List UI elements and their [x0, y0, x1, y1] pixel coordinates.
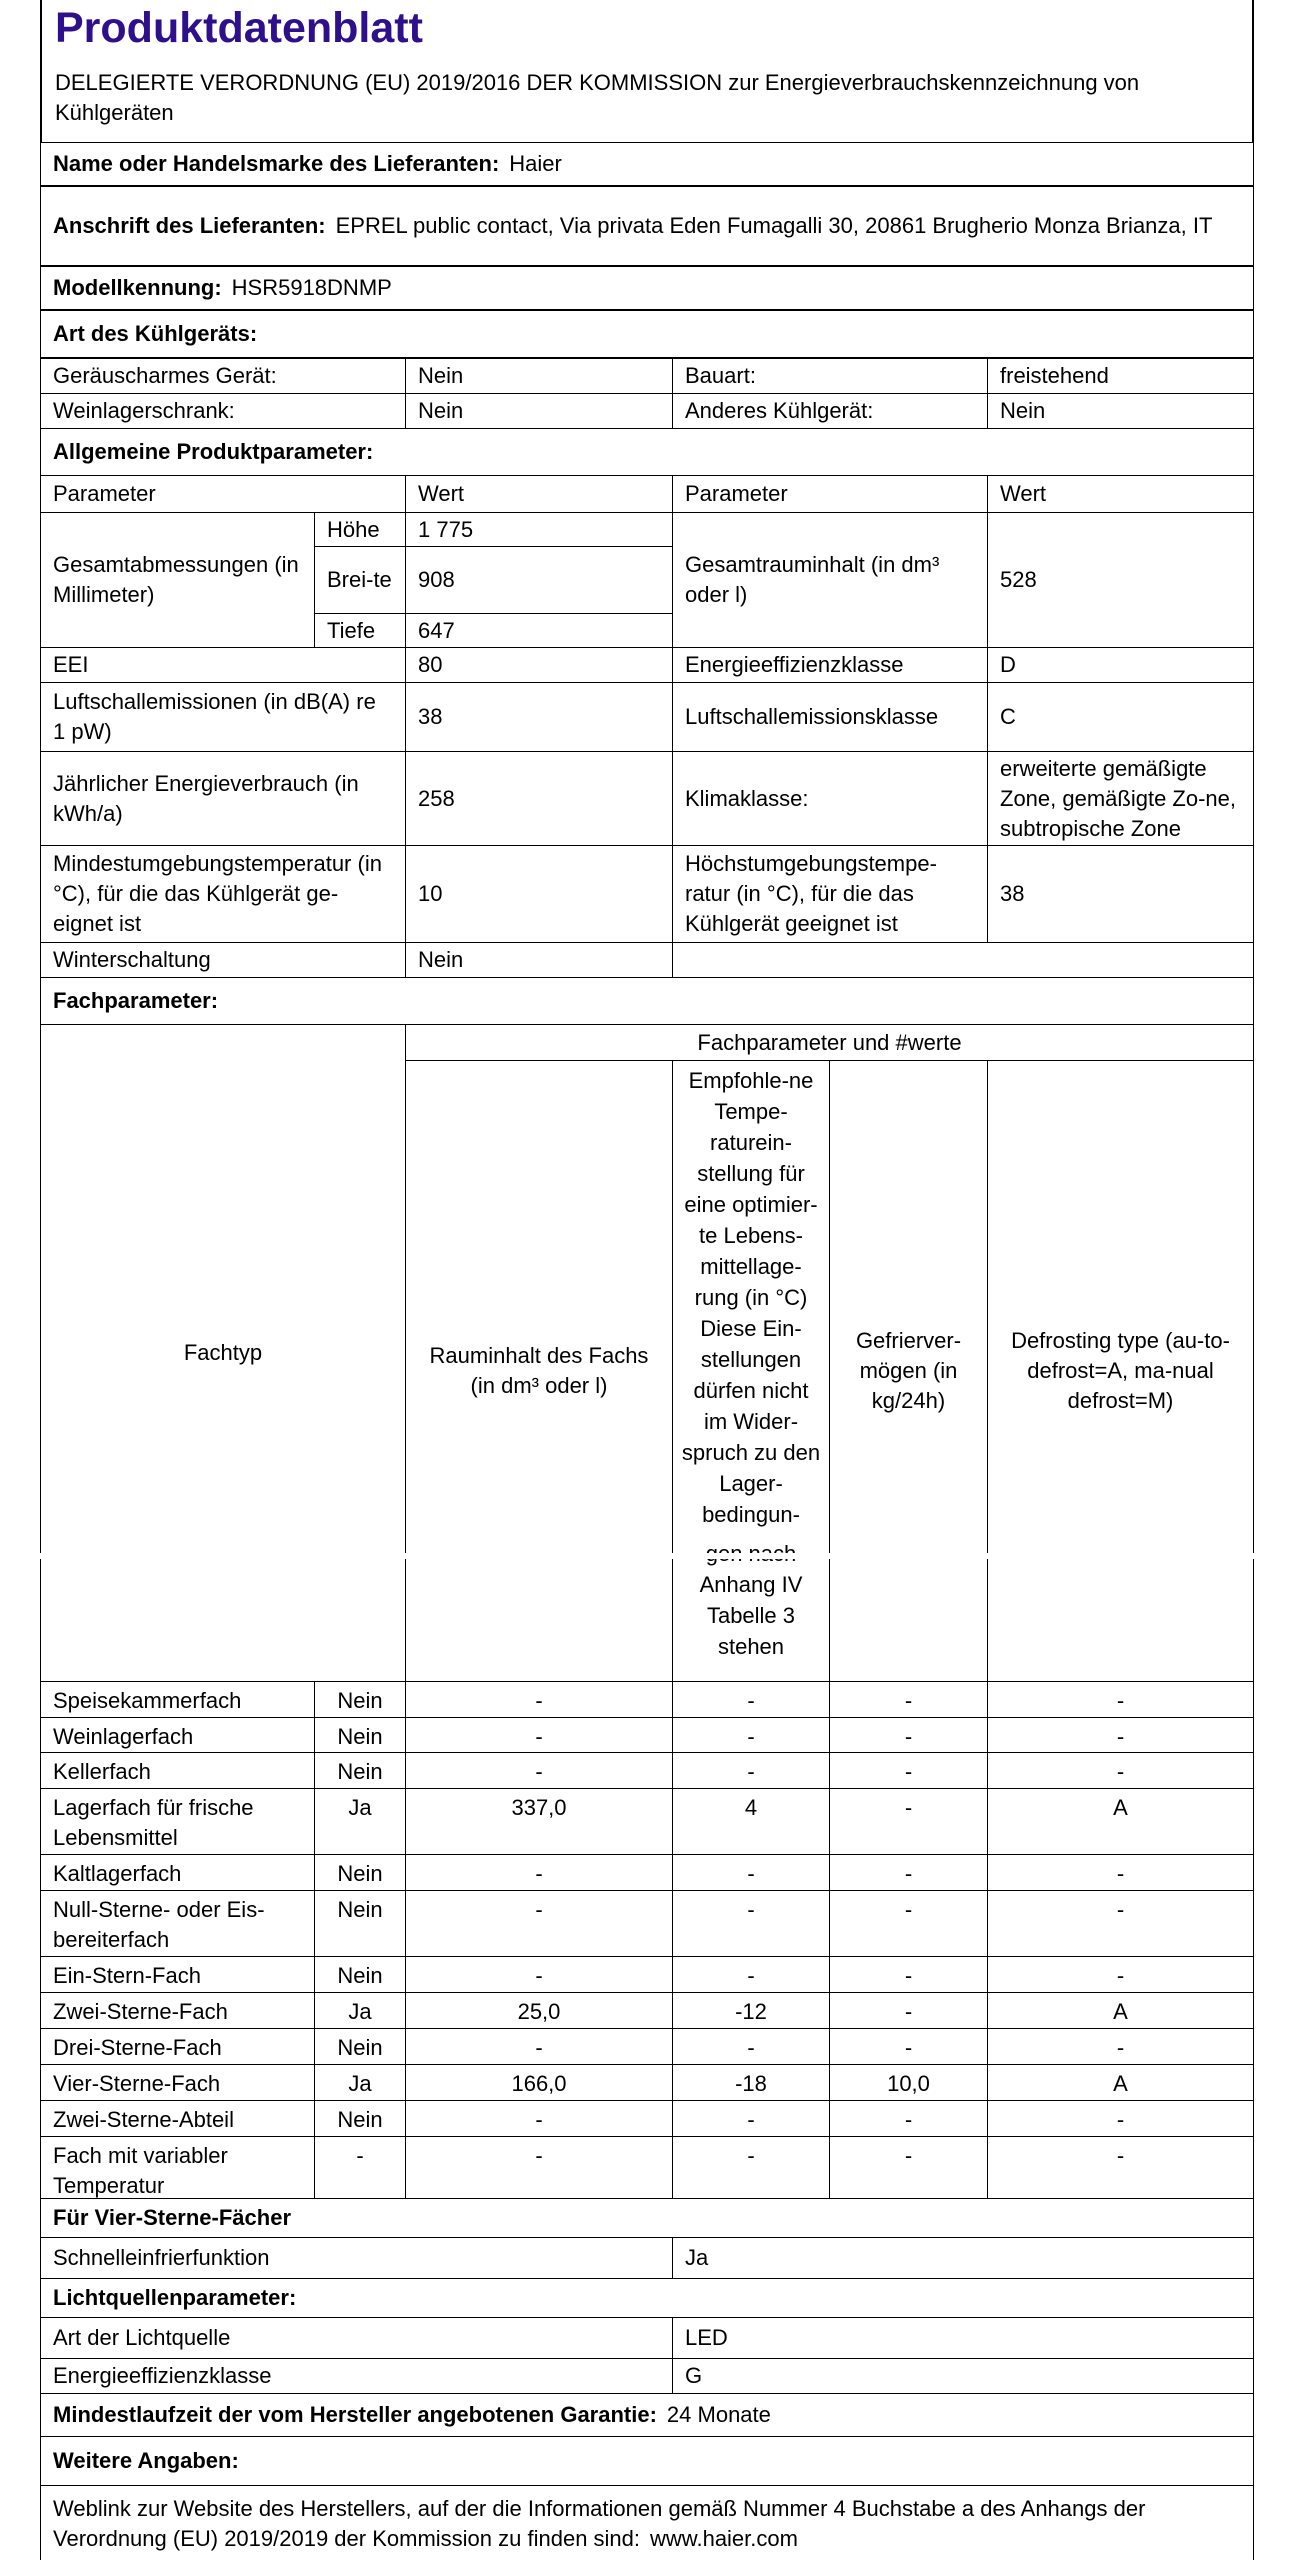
compartment-temp-cell: -12: [672, 1992, 830, 2029]
compartment-defrost-cell: -: [987, 1717, 1254, 1753]
appliance-type-heading: Art des Kühlgeräts:: [40, 310, 1254, 358]
compartment-name-cell: Ein-Stern-Fach: [40, 1956, 315, 1993]
compartment-parameters-heading: Fachparameter:: [40, 977, 1254, 1025]
col-header-value-right: Wert: [987, 475, 1254, 513]
col-header-volume: Rauminhalt des Fachs (in dm³ oder l): [405, 1060, 673, 1682]
compartment-volume-cell: -: [405, 1854, 673, 1891]
compartment-freeze-cell: -: [829, 1681, 988, 1718]
eei-label: EEI: [40, 647, 406, 683]
compartment-defrost-cell: -: [987, 2028, 1254, 2065]
compartment-temp-cell: -: [672, 2100, 830, 2137]
compartment-present-cell: Nein: [314, 1890, 406, 1957]
manufacturer-weblink[interactable]: www.haier.com: [650, 2526, 798, 2551]
compartment-name-cell: Zwei-Sterne-Fach: [40, 1992, 315, 2029]
compartment-present-cell: Nein: [314, 1717, 406, 1753]
further-info-heading: Weitere Angaben:: [40, 2436, 1254, 2486]
max-temp-value: 38: [987, 845, 1254, 943]
col-header-freezing-capacity: Gefrierver-mögen (in kg/24h): [829, 1060, 988, 1682]
compartment-defrost-cell: -: [987, 1854, 1254, 1891]
noise-class-value: C: [987, 682, 1254, 752]
compartment-volume-cell: 25,0: [405, 1992, 673, 2029]
light-type-value: LED: [672, 2317, 1254, 2359]
compartment-defrost-cell: A: [987, 1992, 1254, 2029]
winter-value: Nein: [405, 942, 673, 978]
noise-value: 38: [405, 682, 673, 752]
compartment-present-cell: Nein: [314, 2100, 406, 2137]
compartment-volume-cell: 166,0: [405, 2064, 673, 2101]
depth-value: 647: [405, 613, 673, 648]
compartment-freeze-cell: -: [829, 1752, 988, 1789]
col-header-temperature-part2b: Anhang IV Tabelle 3 stehen: [699, 1572, 803, 1659]
general-parameters-heading: Allgemeine Produktparameter:: [40, 428, 1254, 476]
compartment-temp-cell: -: [672, 1854, 830, 1891]
compartment-temp-cell: -18: [672, 2064, 830, 2101]
energy-class-value: D: [987, 647, 1254, 683]
compartment-name-cell: Speisekammerfach: [40, 1681, 315, 1718]
other-appliance-label: Anderes Kühlgerät:: [672, 393, 988, 429]
eei-value: 80: [405, 647, 673, 683]
col-header-temperature-part2a: Diese Ein-stellungen dürfen nicht im Wider-spruch zu den Lager-bedingun-: [681, 1316, 821, 1527]
compartment-volume-cell: -: [405, 2028, 673, 2065]
compartment-present-cell: -: [314, 2136, 406, 2203]
compartment-name-cell: Weinlagerfach: [40, 1717, 315, 1753]
low-noise-value: Nein: [405, 358, 673, 394]
min-temp-label: Mindestumgebungstemperatur (in °C), für die das Kühlgerät ge-eignet ist: [40, 845, 406, 943]
four-star-heading: Für Vier-Sterne-Fächer: [40, 2198, 1254, 2238]
min-temp-value: 10: [405, 845, 673, 943]
compartment-temp-cell: -: [672, 1890, 830, 1957]
further-info-text: Weblink zur Website des Herstellers, auf der die Informationen gemäß Nummer 4 Buchstabe a des Anhangs der Verordnung (EU) 2019/2019 der Kommission zu finden sind:: [53, 2496, 1146, 2551]
compartment-volume-cell: 337,0: [405, 1788, 673, 1855]
compartment-name-cell: Null-Sterne- oder Eis-bereiterfach: [40, 1890, 315, 1957]
compartment-defrost-cell: -: [987, 1752, 1254, 1789]
supplier-address-value: EPREL public contact, Via privata Eden Fumagalli 30, 20861 Brugherio Monza Brianza, IT: [335, 213, 1213, 238]
compartment-temp-cell: -: [672, 1752, 830, 1789]
energy-class-label: Energieeffizienzklasse: [672, 647, 988, 683]
compartment-name-cell: Vier-Sterne-Fach: [40, 2064, 315, 2101]
winter-label: Winterschaltung: [40, 942, 406, 978]
compartment-volume-cell: -: [405, 1717, 673, 1753]
warranty-row: [40, 2393, 1254, 2437]
compartment-temp-cell: -: [672, 1681, 830, 1718]
supplier-name-label: Name oder Handelsmarke des Lieferanten:: [53, 151, 500, 176]
winter-empty-cell: [672, 942, 1254, 978]
light-class-value: G: [672, 2358, 1254, 2394]
compartment-volume-cell: -: [405, 2100, 673, 2137]
fast-freeze-label: Schnelleinfrierfunktion: [40, 2237, 673, 2279]
col-header-temperature-part1: Empfohle-ne Tempe-raturein-stellung für eine optimier-te Lebens-mittellage-rung (in °C): [684, 1068, 818, 1310]
total-volume-label: Gesamtrauminhalt (in dm³ oder l): [672, 512, 988, 648]
compartment-freeze-cell: -: [829, 1992, 988, 2029]
width-value: 908: [405, 546, 673, 614]
regulation-text: DELEGIERTE VERORDNUNG (EU) 2019/2016 DER KOMMISSION zur Energieverbrauchskennzeichnung von Kühlgeräten: [55, 70, 1140, 125]
compartment-present-cell: Ja: [314, 2064, 406, 2101]
wine-cabinet-value: Nein: [405, 393, 673, 429]
compartment-freeze-cell: -: [829, 2136, 988, 2203]
noise-class-label: Luftschallemissionsklasse: [672, 682, 988, 752]
height-label: Höhe: [314, 512, 406, 547]
compartment-volume-cell: -: [405, 2136, 673, 2203]
warranty-label: Mindestlaufzeit der vom Hersteller angebotenen Garantie:: [53, 2402, 657, 2427]
col-header-parameter-left: Parameter: [40, 475, 406, 513]
compartment-name-cell: Kaltlagerfach: [40, 1854, 315, 1891]
compartment-temp-cell: -: [672, 1717, 830, 1753]
col-header-defrost-type: Defrosting type (au-to-defrost=A, ma-nual defrost=M): [987, 1060, 1254, 1682]
dimensions-label: Gesamtabmessungen (in Millimeter): [40, 512, 315, 648]
compartment-name-cell: Lagerfach für frische Lebensmittel: [40, 1788, 315, 1855]
col-header-group: Fachparameter und #werte: [405, 1024, 1254, 1061]
page-break-gap: [38, 1553, 1256, 1559]
compartment-name-cell: Zwei-Sterne-Abteil: [40, 2100, 315, 2137]
noise-label: Luftschallemissionen (in dB(A) re 1 pW): [40, 682, 406, 752]
compartment-name-cell: Fach mit variabler Temperatur: [40, 2136, 315, 2203]
supplier-name-row: [40, 142, 1254, 186]
compartment-defrost-cell: -: [987, 1890, 1254, 1957]
width-label: Brei-te: [314, 546, 406, 614]
depth-label: Tiefe: [314, 613, 406, 648]
compartment-freeze-cell: -: [829, 2028, 988, 2065]
supplier-address-label: Anschrift des Lieferanten:: [53, 213, 326, 238]
compartment-present-cell: Nein: [314, 1854, 406, 1891]
supplier-name-value: Haier: [509, 151, 562, 176]
light-class-label: Energieeffizienzklasse: [40, 2358, 673, 2394]
col-header-compartment-type: Fachtyp: [40, 1024, 406, 1682]
compartment-freeze-cell: -: [829, 1717, 988, 1753]
compartment-freeze-cell: -: [829, 1956, 988, 1993]
compartment-volume-cell: -: [405, 1681, 673, 1718]
annual-energy-label: Jährlicher Energieverbrauch (in kWh/a): [40, 751, 406, 846]
total-volume-value: 528: [987, 512, 1254, 648]
model-value: HSR5918DNMP: [231, 275, 392, 300]
compartment-temp-cell: 4: [672, 1788, 830, 1855]
further-info-text-cell: [40, 2485, 1254, 2560]
wine-cabinet-label: Weinlagerschrank:: [40, 393, 406, 429]
compartment-present-cell: Nein: [314, 2028, 406, 2065]
compartment-freeze-cell: -: [829, 1890, 988, 1957]
compartment-freeze-cell: -: [829, 1788, 988, 1855]
compartment-present-cell: Nein: [314, 1956, 406, 1993]
supplier-address-row: [40, 186, 1254, 266]
compartment-present-cell: Nein: [314, 1681, 406, 1718]
compartment-defrost-cell: A: [987, 2064, 1254, 2101]
climate-class-label: Klimaklasse:: [672, 751, 988, 846]
compartment-temp-cell: -: [672, 2028, 830, 2065]
compartment-name-cell: Drei-Sterne-Fach: [40, 2028, 315, 2065]
compartment-temp-cell: -: [672, 1956, 830, 1993]
compartment-freeze-cell: -: [829, 2100, 988, 2137]
compartment-volume-cell: -: [405, 1890, 673, 1957]
design-type-label: Bauart:: [672, 358, 988, 394]
compartment-defrost-cell: -: [987, 1681, 1254, 1718]
col-header-parameter-right: Parameter: [672, 475, 988, 513]
model-row: [40, 266, 1254, 310]
page-title: Produktdatenblatt: [55, 4, 423, 52]
col-header-temperature: [672, 1060, 830, 1682]
design-type-value: freistehend: [987, 358, 1254, 394]
compartment-volume-cell: -: [405, 1956, 673, 1993]
fast-freeze-value: Ja: [672, 2237, 1254, 2279]
model-label: Modellkennung:: [53, 275, 222, 300]
col-header-value-left: Wert: [405, 475, 673, 513]
compartment-present-cell: Nein: [314, 1752, 406, 1789]
compartment-name-cell: Kellerfach: [40, 1752, 315, 1789]
compartment-freeze-cell: -: [829, 1854, 988, 1891]
compartment-freeze-cell: 10,0: [829, 2064, 988, 2101]
compartment-defrost-cell: -: [987, 2136, 1254, 2203]
low-noise-label: Geräuscharmes Gerät:: [40, 358, 406, 394]
other-appliance-value: Nein: [987, 393, 1254, 429]
compartment-present-cell: Ja: [314, 1992, 406, 2029]
max-temp-label: Höchstumgebungstempe-ratur (in °C), für die das Kühlgerät geeignet ist: [672, 845, 988, 943]
compartment-volume-cell: -: [405, 1752, 673, 1789]
height-value: 1 775: [405, 512, 673, 547]
light-type-label: Art der Lichtquelle: [40, 2317, 673, 2359]
compartment-present-cell: Ja: [314, 1788, 406, 1855]
climate-class-value: erweiterte gemäßigte Zone, gemäßigte Zo-ne, subtropische Zone: [987, 751, 1254, 846]
warranty-value: 24 Monate: [666, 2402, 771, 2427]
annual-energy-value: 258: [405, 751, 673, 846]
compartment-defrost-cell: A: [987, 1788, 1254, 1855]
compartment-temp-cell: -: [672, 2136, 830, 2203]
compartment-defrost-cell: -: [987, 1956, 1254, 1993]
compartment-defrost-cell: -: [987, 2100, 1254, 2137]
light-source-heading: Lichtquellenparameter:: [40, 2278, 1254, 2318]
